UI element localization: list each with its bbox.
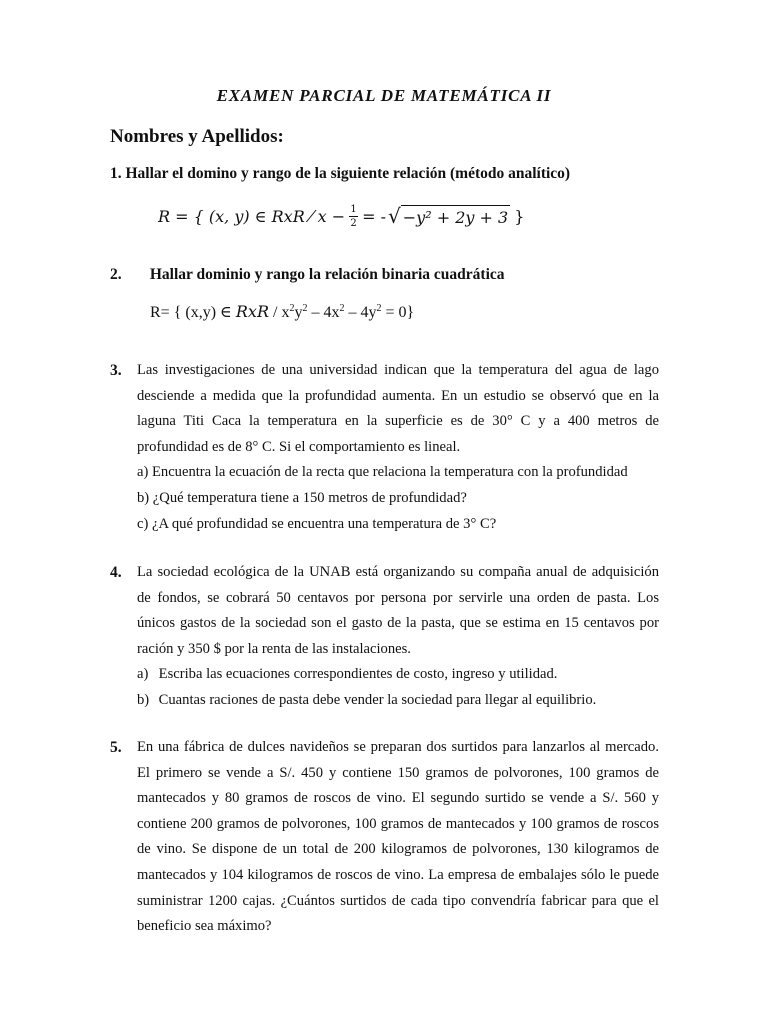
- item-label: b): [137, 691, 150, 708]
- radical-sign-icon: √: [388, 204, 401, 228]
- question-3-number: 3.: [110, 362, 122, 379]
- exponent: 2: [376, 303, 382, 314]
- question-3-body: [137, 358, 659, 537]
- question-5-paragraph: En una fábrica de dulces navideños se preparan dos surtidos para lanzarlos al mercado. El primero se vende a S/. 450 y contiene 150 gramos de polvorones, 100 gramos de mantecados y 80 gramos de roscos de vino. El segundo surtido se vende a S/. 560 y contiene 200 gramos de polvorones, 100 gramos de mantecados y 100 gramos de roscos de vino. Se dispone de un total de 200 kilogramos de polvorones, 130 kilogramos de mantecados y 104 kilogramos de roscos de vino. La empresa de embalajes sólo le puede suministrar 1200 cajas. ¿Cuántos surtidos de cada tipo convendría fabricar para que el beneficio sea máximo?: [137, 739, 659, 935]
- question-3-item-b: b) ¿Qué temperatura tiene a 150 metros de profundidad?: [137, 489, 467, 506]
- formula-2-part: – 4y: [344, 304, 377, 321]
- question-2-formula: [150, 302, 414, 322]
- formula-1-fraction: [349, 204, 358, 229]
- exponent: 2: [289, 303, 295, 314]
- item-text: Escriba las ecuaciones correspondientes de costo, ingreso y utilidad.: [158, 666, 558, 683]
- question-4-number: 4.: [110, 564, 122, 581]
- question-2-text: Hallar dominio y rango la relación binaria cuadrática: [149, 266, 505, 283]
- exponent: 2: [302, 303, 308, 314]
- question-5-body: [137, 735, 659, 940]
- formula-1-mid: = -: [362, 206, 387, 226]
- exponent: 2: [339, 303, 345, 314]
- question-2-number: 2.: [110, 266, 122, 283]
- formula-1-lhs: R = { (x, y) ∈ RxR ⁄ x −: [158, 206, 346, 226]
- question-4-paragraph: La sociedad ecológica de la UNAB está organizando su compaña anual de adquisición de fondos, se cobrará 50 centavos por persona por servirle una orden de pasta. Los únicos gastos de la sociedad son el gasto de la pasta, que se estima en 15 centavos por ración y 350 $ por la renta de las instalaciones.: [137, 564, 659, 657]
- question-3-item-c: c) ¿A qué profundidad se encuentra una temperatura de 3° C?: [137, 515, 497, 532]
- fraction-denominator: 2: [350, 217, 357, 229]
- formula-2-part: y: [294, 304, 303, 321]
- question-5-number: 5.: [110, 739, 122, 756]
- question-1-text: Hallar el domino y rango de la siguiente relación (método analítico): [125, 165, 571, 182]
- question-1-number: 1.: [110, 165, 122, 182]
- question-4-item-a: [137, 662, 659, 688]
- question-4-item-b: [137, 688, 659, 714]
- question-1-formula: [158, 198, 524, 234]
- fraction-numerator: 1: [350, 203, 357, 215]
- formula-2-part: = 0}: [381, 304, 415, 321]
- page-title: EXAMEN PARCIAL DE MATEMÁTICA II: [216, 86, 552, 105]
- formula-2-part: – 4x: [307, 304, 340, 321]
- formula-2-part: R= { (x,y) ∈: [150, 304, 236, 321]
- item-label: a): [137, 666, 149, 683]
- names-label: Nombres y Apellidos:: [110, 126, 284, 147]
- question-3-item-a: a) Encuentra la ecuación de la recta que relaciona la temperatura con la profundidad: [137, 464, 628, 481]
- question-2-heading: [110, 266, 505, 284]
- formula-2-set: RxR: [235, 302, 269, 321]
- question-3-paragraph: Las investigaciones de una universidad indican que la temperatura del agua de lago desciende a medida que la profundidad aumenta. En un estudio se observó que en la laguna Titi Caca la temperatura en la superficie es de 30° C y a 400 metros de profundidad es de 8° C. Si el comportamiento es lineal.: [137, 362, 659, 455]
- fraction-bar: [349, 216, 358, 217]
- item-text: Cuantas raciones de pasta debe vender la sociedad para llegar al equilibrio.: [158, 691, 597, 708]
- question-4-body: [137, 560, 659, 714]
- question-1-heading: [110, 165, 570, 183]
- formula-2-part: / x: [269, 304, 290, 321]
- square-root: [388, 205, 510, 227]
- radicand: −y² + 2y + 3: [401, 205, 510, 227]
- formula-1-close: }: [514, 206, 525, 226]
